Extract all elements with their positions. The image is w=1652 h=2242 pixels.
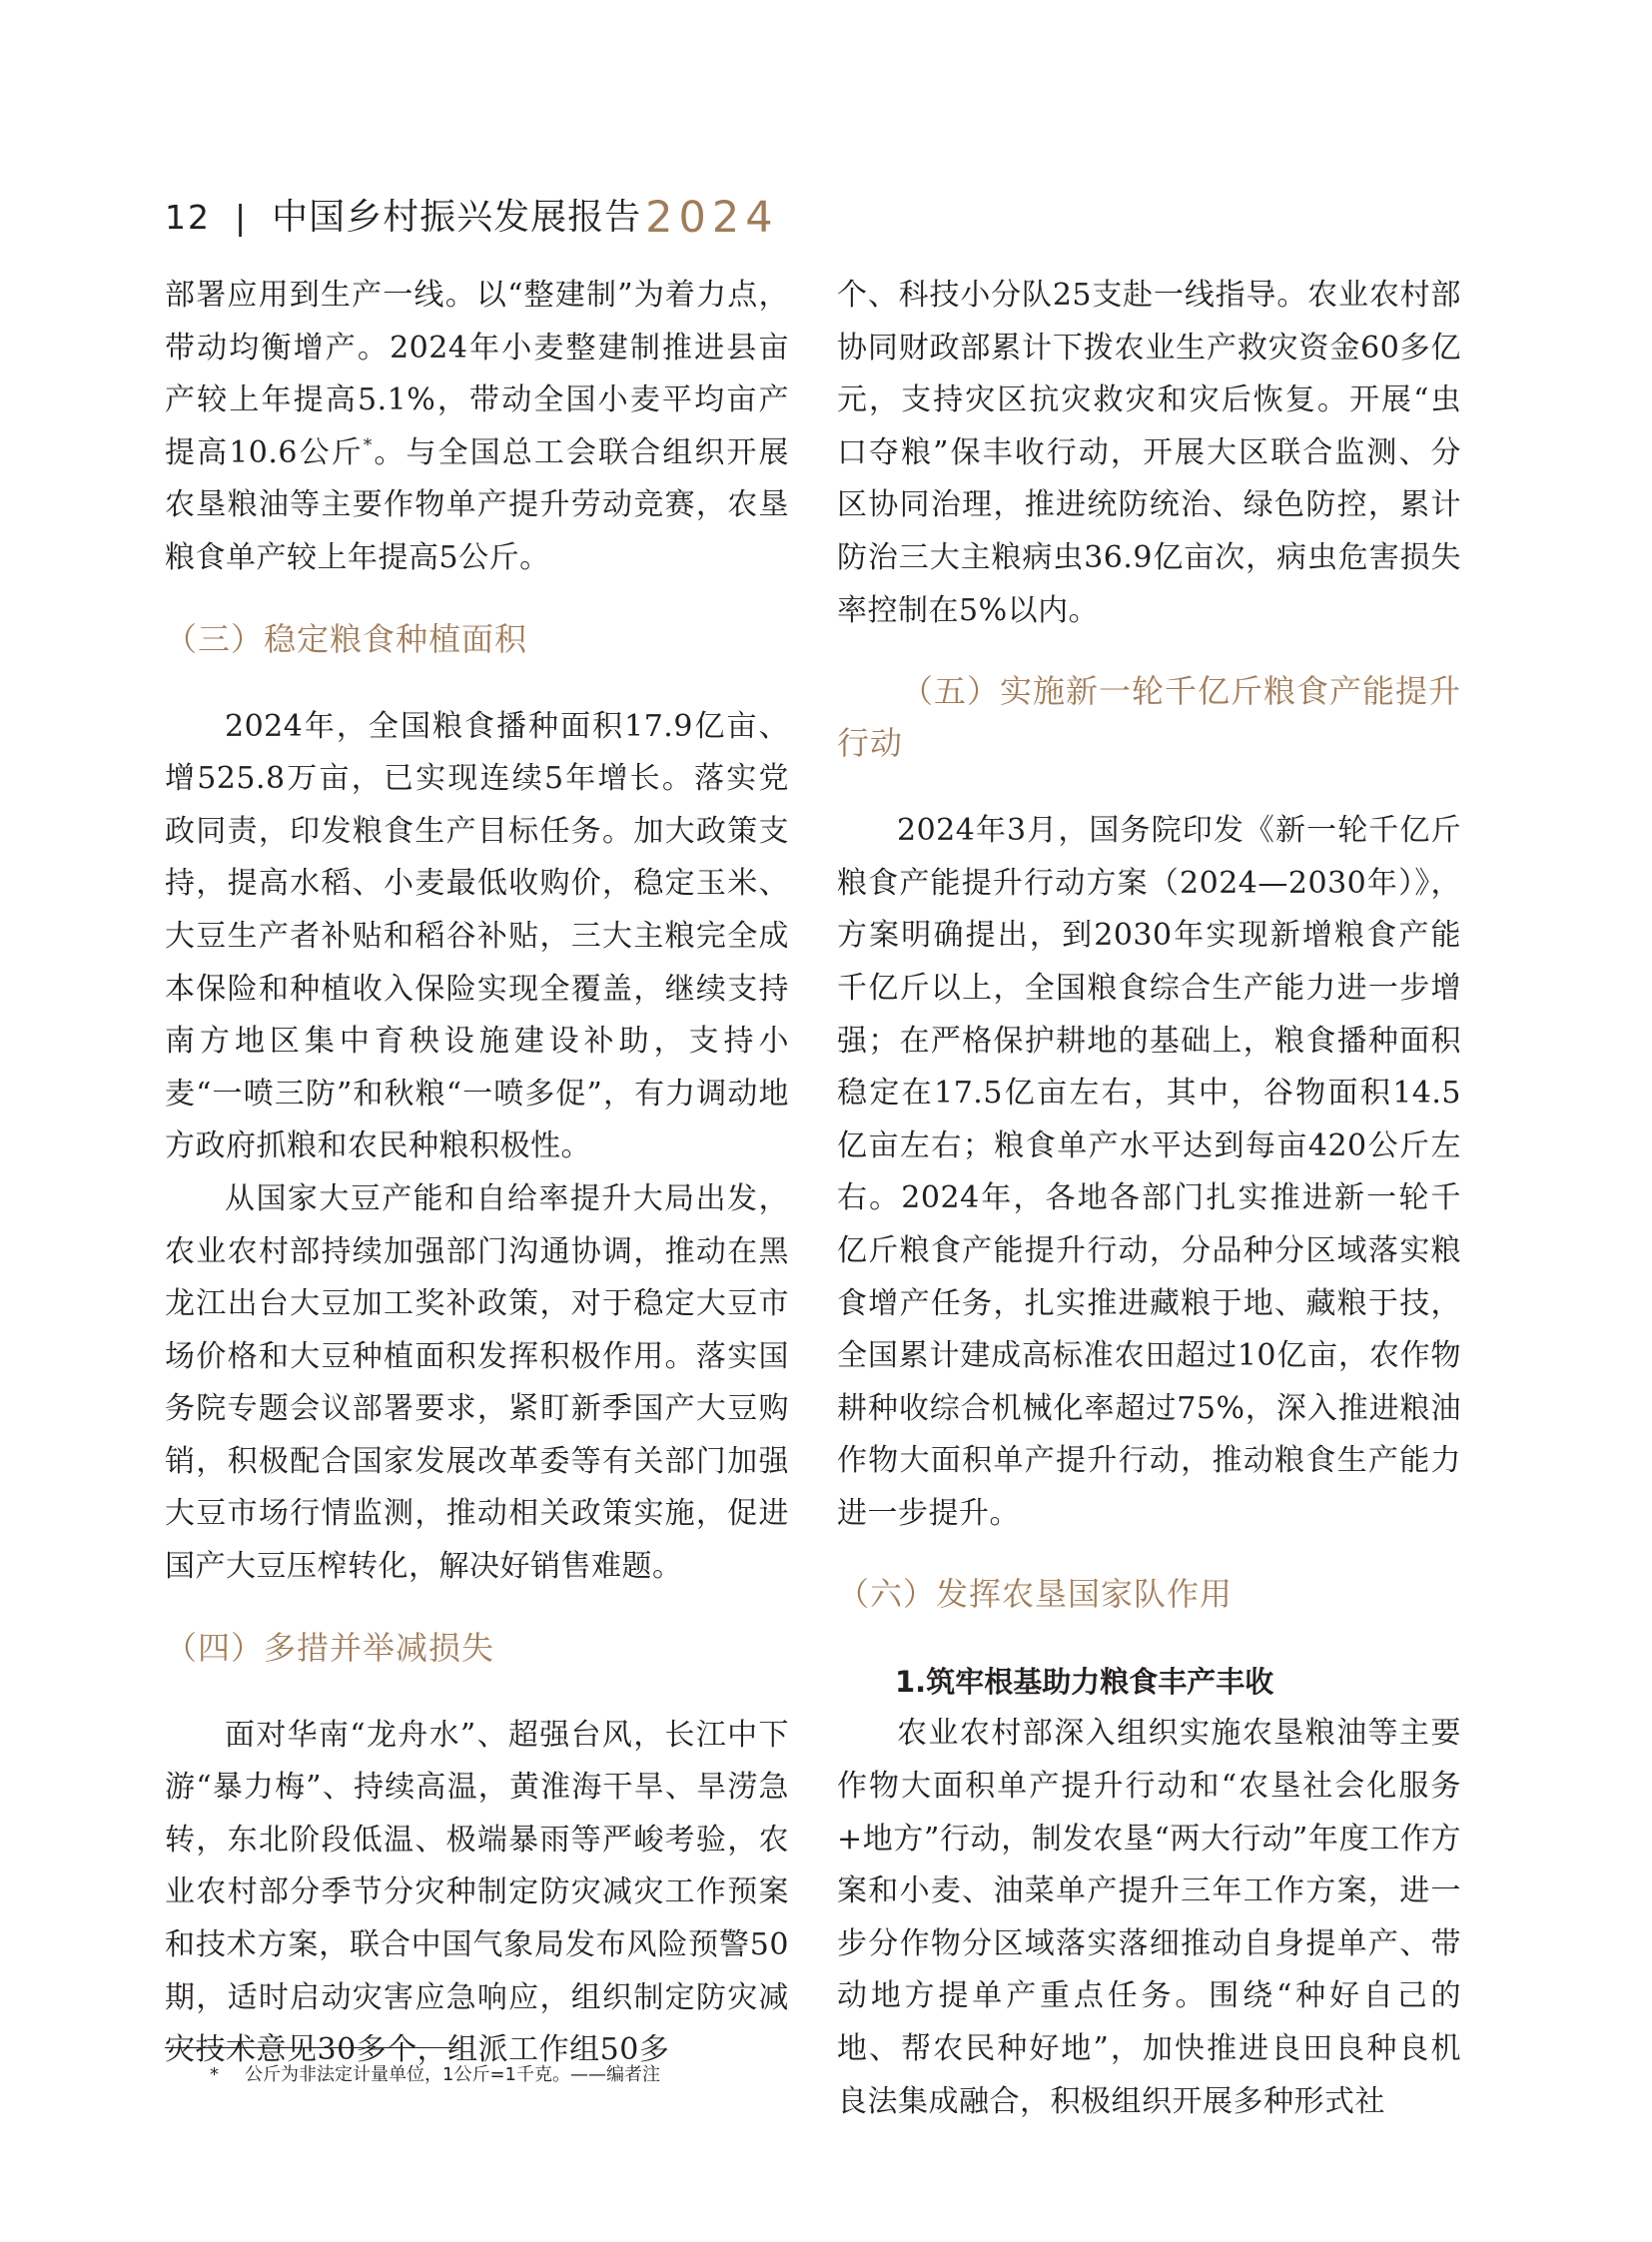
section-heading-6: （六）发挥农垦国家队作用 [837,1575,1234,1614]
header-separator: | [235,198,247,237]
book-title: 中国乡村振兴发展报告 [272,197,642,238]
paragraph-left-3: 从国家大豆产能和自给率提升大局出发，农业农村部持续加强部门沟通协调，推动在黑龙江出台大豆加工奖补政策，对于稳定大豆市场价格和大豆种植面积发挥积极作用。落实国务院专题会议部署要求，紧盯新季国产大豆购销，积极配合国家发展改革委等有关部门加强大豆市场行情监测，推动相关政策实施，促进国产大豆压榨转化，解决好销售难题。 [165,1180,789,1585]
footnote [210,2061,660,2089]
sub-heading-1: 1.筑牢根基助力粮食丰产丰收 [895,1665,1274,1700]
paragraph-right-3: 农业农村部深入组织实施农垦粮油等主要作物大面积单产提升行动和“农垦社会化服务+地方”行动，制发农垦“两大行动”年度工作方案和小麦、油菜单产提升三年工作方案，进一步分作物分区域落实落细推动自身提单产、带动地方提单产重点任务。围绕“种好自己的地、帮农民种好地”，加快推进良田良种良机良法集成融合，积极组织开展多种形式社 [837,1716,1461,2119]
paragraph-left-2: 2024年，全国粮食播种面积17.9亿亩、增525.8万亩，已实现连续5年增长。落实党政同责，印发粮食生产目标任务。加大政策支持，提高水稻、小麦最低收购价，稳定玉米、大豆生产者补贴和稻谷补贴，三大主粮完全成本保险和种植收入保险实现全覆盖，继续支持南方地区集中育秧设施建设补助，支持小麦“一喷三防”和秋粮“一喷多促”，有力调动地方政府抓粮和农民种粮积极性。 [165,708,789,1164]
section-heading-3: （三）稳定粮食种植面积 [165,619,528,658]
page-header [165,188,779,248]
paragraph-right-1: 个、科技小分队25支赴一线指导。农业农村部协同财政部累计下拨农业生产救灾资金60多亿元，支持灾区抗灾救灾和灾后恢复。开展“虫口夺粮”保丰收行动，开展大区联合监测、分区协同治理，推进统防统治、绿色防控，累计防治三大主粮病虫36.9亿亩次，病虫危害损失率控制在5%以内。 [837,278,1461,628]
paragraph-text: 部署应用到生产一线。以“整建制”为着力点，带动均衡增产。2024年小麦整建制推进县亩产较上年提高5.1%，带动全国小麦平均亩产提高10.6公斤 [165,278,789,470]
left-column [165,270,789,2077]
footnote-text: 公斤为非法定计量单位，1公斤=1千克。——编者注 [245,2064,660,2085]
paragraph-text: 。与全国总工会联合组织开展农垦粮油等主要作物单产提升劳动竞赛，农垦粮食单产较上年提高5公斤。 [165,434,790,575]
page-number: 12 [165,198,211,237]
right-column [837,270,1461,2128]
book-year: 2024 [645,193,779,243]
paragraph-left-4: 面对华南“龙舟水”、超强台风，长江中下游“暴力梅”、持续高温，黄淮海干旱、旱涝急转，东北阶段低温、极端暴雨等严峻考验，农业农村部分季节分灾种制定防灾减灾工作预案和技术方案，联合中国气象局发布风险预警50期，适时启动灾害应急响应，组织制定防灾减灾技术意见30多个，组派工作组50多 [165,1717,789,2068]
footnote-mark: * [210,2064,219,2085]
footnote-divider [165,2047,462,2048]
paragraph-left-1 [165,270,789,585]
section-heading-5: （五）实施新一轮千亿斤粮食产能提升行动 [837,672,1462,763]
section-heading-4: （四）多措并举减损失 [165,1628,495,1667]
paragraph-right-2: 2024年3月，国务院印发《新一轮千亿斤粮食产能提升行动方案（2024—2030年）》，方案明确提出，到2030年实现新增粮食产能千亿斤以上，全国粮食综合生产能力进一步增强；在严格保护耕地的基础上，粮食播种面积稳定在17.5亿亩左右，其中，谷物面积14.5亿亩左右；粮食单产水平达到每亩420公斤左右。2024年，各地各部门扎实推进新一轮千亿斤粮食产能提升行动，分品种分区域落实粮食增产任务，扎实推进藏粮于地、藏粮于技，全国累计建成高标准农田超过10亿亩，农作物耕种收综合机械化率超过75%，深入推进粮油作物大面积单产提升行动，推动粮食生产能力进一步提升。 [837,813,1461,1531]
footnote-reference: * [363,434,373,455]
